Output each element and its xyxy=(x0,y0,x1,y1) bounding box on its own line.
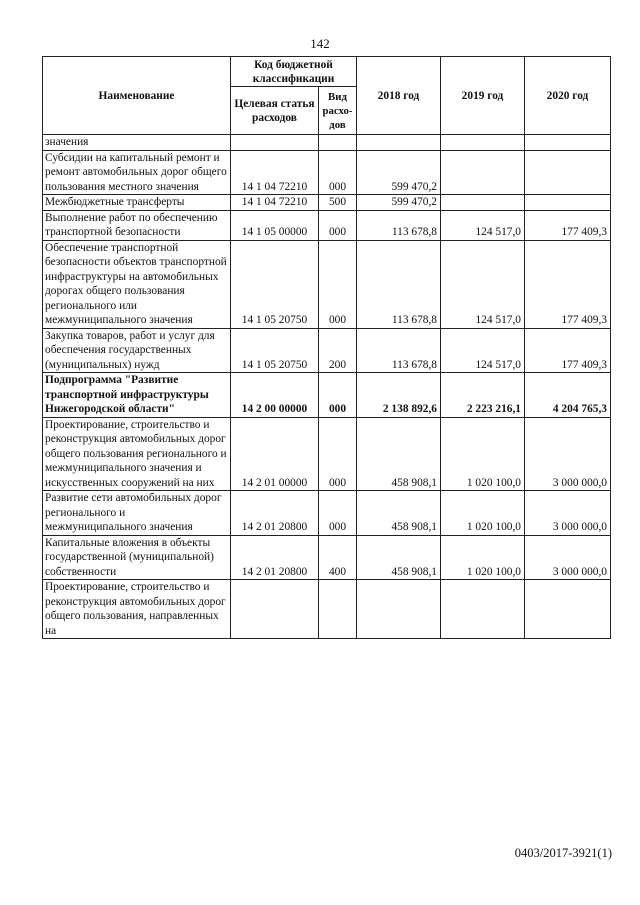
cell-2019: 1 020 100,0 xyxy=(441,535,525,580)
cell-2018: 599 470,2 xyxy=(357,150,441,195)
table-body xyxy=(43,135,611,639)
cell-target-article: 14 1 05 20750 xyxy=(231,328,319,373)
cell-2020: 177 409,3 xyxy=(525,210,611,240)
cell-target-article: 14 2 01 20800 xyxy=(231,491,319,536)
table-row xyxy=(43,328,611,373)
cell-2019: 124 517,0 xyxy=(441,210,525,240)
cell-target-article: 14 1 05 20750 xyxy=(231,240,319,328)
cell-2020 xyxy=(525,135,611,151)
table-row xyxy=(43,535,611,580)
cell-2020: 4 204 765,3 xyxy=(525,373,611,418)
cell-target-article xyxy=(231,135,319,151)
header-2020: 2020 год xyxy=(525,57,611,135)
cell-2019: 1 020 100,0 xyxy=(441,491,525,536)
cell-2020 xyxy=(525,150,611,195)
cell-name: Развитие сети автомобильных дорог регионального и межмуниципального значения xyxy=(43,491,231,536)
cell-2019: 2 223 216,1 xyxy=(441,373,525,418)
cell-target-article xyxy=(231,580,319,639)
cell-2019 xyxy=(441,135,525,151)
budget-table xyxy=(42,56,611,639)
cell-2019 xyxy=(441,150,525,195)
cell-2020 xyxy=(525,195,611,211)
document-code: 0403/2017-3921(1) xyxy=(514,846,612,860)
cell-expense-type: 000 xyxy=(319,150,357,195)
cell-2018: 458 908,1 xyxy=(357,491,441,536)
cell-name: Обеспечение транспортной безопасности объектов транспортной инфраструктуры на автомобильных дорогах общего пользования регионального или межмуниципального значения xyxy=(43,240,231,328)
cell-2018: 458 908,1 xyxy=(357,535,441,580)
table-row xyxy=(43,150,611,195)
cell-2019 xyxy=(441,195,525,211)
cell-expense-type xyxy=(319,135,357,151)
cell-2019: 124 517,0 xyxy=(441,328,525,373)
cell-expense-type xyxy=(319,580,357,639)
cell-target-article: 14 2 00 00000 xyxy=(231,373,319,418)
cell-expense-type: 000 xyxy=(319,210,357,240)
cell-name: Подпрограмма "Развитие транспортной инфраструктуры Нижегородской области" xyxy=(43,373,231,418)
cell-2020: 3 000 000,0 xyxy=(525,417,611,491)
cell-expense-type: 200 xyxy=(319,328,357,373)
header-2019: 2019 год xyxy=(441,57,525,135)
cell-name: Проектирование, строительство и реконструкция автомобильных дорог общего пользования, направленных на xyxy=(43,580,231,639)
table-row xyxy=(43,210,611,240)
header-2018: 2018 год xyxy=(357,57,441,135)
cell-2018 xyxy=(357,580,441,639)
table-row xyxy=(43,195,611,211)
cell-expense-type: 500 xyxy=(319,195,357,211)
header-classification: Код бюджетной классификации xyxy=(231,57,357,87)
cell-2019: 1 020 100,0 xyxy=(441,417,525,491)
table-row xyxy=(43,491,611,536)
cell-expense-type: 000 xyxy=(319,373,357,418)
cell-2018: 113 678,8 xyxy=(357,240,441,328)
cell-expense-type: 000 xyxy=(319,240,357,328)
cell-2020: 3 000 000,0 xyxy=(525,535,611,580)
cell-2019: 124 517,0 xyxy=(441,240,525,328)
cell-expense-type: 000 xyxy=(319,491,357,536)
cell-target-article: 14 1 05 00000 xyxy=(231,210,319,240)
header-target-article: Целевая статья расходов xyxy=(231,87,319,135)
cell-2020: 177 409,3 xyxy=(525,240,611,328)
cell-2018: 458 908,1 xyxy=(357,417,441,491)
cell-2018: 113 678,8 xyxy=(357,210,441,240)
table-row xyxy=(43,580,611,639)
cell-2020: 177 409,3 xyxy=(525,328,611,373)
cell-2019 xyxy=(441,580,525,639)
page-number: 142 xyxy=(310,36,330,51)
cell-name: Субсидии на капитальный ремонт и ремонт автомобильных дорог общего пользования местного значения xyxy=(43,150,231,195)
cell-name: Проектирование, строительство и реконструкция автомобильных дорог общего пользования регионального и межмуниципального значения и искусственных сооружений на них xyxy=(43,417,231,491)
table-row xyxy=(43,135,611,151)
cell-name: Капитальные вложения в объекты государственной (муниципальной) собственности xyxy=(43,535,231,580)
cell-target-article: 14 2 01 00000 xyxy=(231,417,319,491)
cell-target-article: 14 2 01 20800 xyxy=(231,535,319,580)
table-row xyxy=(43,373,611,418)
cell-2018: 599 470,2 xyxy=(357,195,441,211)
cell-2020: 3 000 000,0 xyxy=(525,491,611,536)
cell-target-article: 14 1 04 72210 xyxy=(231,150,319,195)
cell-name: значения xyxy=(43,135,231,151)
cell-name: Выполнение работ по обеспечению транспортной безопасности xyxy=(43,210,231,240)
cell-2018: 2 138 892,6 xyxy=(357,373,441,418)
cell-2018: 113 678,8 xyxy=(357,328,441,373)
table-row xyxy=(43,417,611,491)
cell-expense-type: 000 xyxy=(319,417,357,491)
cell-expense-type: 400 xyxy=(319,535,357,580)
cell-name: Закупка товаров, работ и услуг для обеспечения государственных (муниципальных) нужд xyxy=(43,328,231,373)
table-row xyxy=(43,240,611,328)
cell-name: Межбюджетные трансферты xyxy=(43,195,231,211)
header-name: Наименование xyxy=(43,57,231,135)
cell-2020 xyxy=(525,580,611,639)
cell-target-article: 14 1 04 72210 xyxy=(231,195,319,211)
header-expense-type: Вид расхо-дов xyxy=(319,87,357,135)
cell-2018 xyxy=(357,135,441,151)
